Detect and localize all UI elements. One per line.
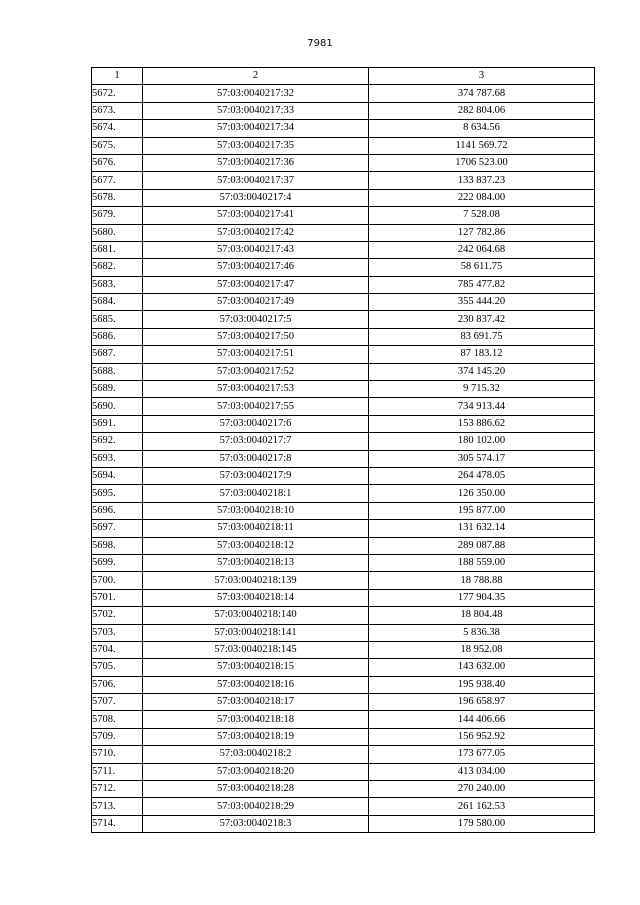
table-row xyxy=(92,502,595,519)
row-number: 5691. xyxy=(92,415,143,432)
cadastral-number: 57:03:0040218:13 xyxy=(143,554,369,571)
cadastral-number: 57:03:0040218:10 xyxy=(143,502,369,519)
row-number: 5704. xyxy=(92,641,143,658)
table-row xyxy=(92,241,595,258)
row-number: 5702. xyxy=(92,607,143,624)
table-row xyxy=(92,641,595,658)
row-number: 5709. xyxy=(92,728,143,745)
cadastral-value: 1706 523.00 xyxy=(369,154,595,171)
table-row xyxy=(92,676,595,693)
table-row xyxy=(92,311,595,328)
cadastral-number: 57:03:0040217:4 xyxy=(143,189,369,206)
cadastral-number: 57:03:0040218:2 xyxy=(143,746,369,763)
cadastral-value: 126 350.00 xyxy=(369,485,595,502)
row-number: 5692. xyxy=(92,433,143,450)
cadastral-value: 133 837.23 xyxy=(369,172,595,189)
cadastral-value: 177 904.35 xyxy=(369,589,595,606)
cadastral-value: 270 240.00 xyxy=(369,781,595,798)
cadastral-number: 57:03:0040217:7 xyxy=(143,433,369,450)
table-row xyxy=(92,798,595,815)
cadastral-number: 57:03:0040217:33 xyxy=(143,102,369,119)
cadastral-number: 57:03:0040217:50 xyxy=(143,328,369,345)
table-row xyxy=(92,415,595,432)
cadastral-number: 57:03:0040217:6 xyxy=(143,415,369,432)
table-row xyxy=(92,607,595,624)
column-header-3: 3 xyxy=(369,68,595,85)
table-row xyxy=(92,485,595,502)
row-number: 5705. xyxy=(92,659,143,676)
cadastral-value: 222 084.00 xyxy=(369,189,595,206)
row-number: 5706. xyxy=(92,676,143,693)
row-number: 5707. xyxy=(92,694,143,711)
table-row xyxy=(92,328,595,345)
cadastral-number: 57:03:0040217:55 xyxy=(143,398,369,415)
row-number: 5714. xyxy=(92,815,143,832)
cadastral-number: 57:03:0040218:1 xyxy=(143,485,369,502)
table-row xyxy=(92,207,595,224)
page-number: 7981 xyxy=(307,38,333,49)
cadastral-value: 355 444.20 xyxy=(369,294,595,311)
cadastral-value: 196 658.97 xyxy=(369,694,595,711)
cadastral-value: 282 804.06 xyxy=(369,102,595,119)
cadastral-value: 195 877.00 xyxy=(369,502,595,519)
row-number: 5699. xyxy=(92,554,143,571)
table-row xyxy=(92,520,595,537)
row-number: 5674. xyxy=(92,120,143,137)
cadastral-number: 57:03:0040217:37 xyxy=(143,172,369,189)
table-row xyxy=(92,276,595,293)
cadastral-value: 188 559.00 xyxy=(369,554,595,571)
cadastral-value: 83 691.75 xyxy=(369,328,595,345)
table-row xyxy=(92,728,595,745)
cadastral-number: 57:03:0040218:140 xyxy=(143,607,369,624)
cadastral-value: 18 788.88 xyxy=(369,572,595,589)
column-header-1: 1 xyxy=(92,68,143,85)
table-row xyxy=(92,381,595,398)
row-number: 5690. xyxy=(92,398,143,415)
table-row xyxy=(92,815,595,832)
table-row xyxy=(92,346,595,363)
row-number: 5685. xyxy=(92,311,143,328)
row-number: 5710. xyxy=(92,746,143,763)
cadastral-number: 57:03:0040218:18 xyxy=(143,711,369,728)
table-row xyxy=(92,746,595,763)
table-row xyxy=(92,659,595,676)
cadastral-value: 143 632.00 xyxy=(369,659,595,676)
cadastral-value: 18 952.08 xyxy=(369,641,595,658)
row-number: 5689. xyxy=(92,381,143,398)
header-row xyxy=(92,68,595,85)
cadastral-value: 180 102.00 xyxy=(369,433,595,450)
cadastral-value: 413 034.00 xyxy=(369,763,595,780)
cadastral-value: 374 145.20 xyxy=(369,363,595,380)
column-header-2: 2 xyxy=(143,68,369,85)
cadastral-number: 57:03:0040217:52 xyxy=(143,363,369,380)
cadastral-number: 57:03:0040218:19 xyxy=(143,728,369,745)
cadastral-number: 57:03:0040217:32 xyxy=(143,85,369,102)
cadastral-number: 57:03:0040217:34 xyxy=(143,120,369,137)
row-number: 5698. xyxy=(92,537,143,554)
table-row xyxy=(92,363,595,380)
cadastral-number: 57:03:0040218:17 xyxy=(143,694,369,711)
table-row xyxy=(92,137,595,154)
cadastral-number: 57:03:0040217:46 xyxy=(143,259,369,276)
table-body xyxy=(92,85,595,833)
cadastral-value: 156 952.92 xyxy=(369,728,595,745)
row-number: 5711. xyxy=(92,763,143,780)
cadastral-number: 57:03:0040218:139 xyxy=(143,572,369,589)
cadastral-value: 261 162.53 xyxy=(369,798,595,815)
table-row xyxy=(92,294,595,311)
table-row xyxy=(92,589,595,606)
cadastral-value: 374 787.68 xyxy=(369,85,595,102)
data-table xyxy=(91,67,595,833)
cadastral-number: 57:03:0040217:5 xyxy=(143,311,369,328)
cadastral-number: 57:03:0040218:145 xyxy=(143,641,369,658)
cadastral-value: 7 528.08 xyxy=(369,207,595,224)
row-number: 5672. xyxy=(92,85,143,102)
table-row xyxy=(92,624,595,641)
table-row xyxy=(92,120,595,137)
row-number: 5680. xyxy=(92,224,143,241)
cadastral-value: 734 913.44 xyxy=(369,398,595,415)
cadastral-number: 57:03:0040217:41 xyxy=(143,207,369,224)
cadastral-value: 9 715.32 xyxy=(369,381,595,398)
row-number: 5694. xyxy=(92,467,143,484)
row-number: 5683. xyxy=(92,276,143,293)
cadastral-number: 57:03:0040217:49 xyxy=(143,294,369,311)
row-number: 5684. xyxy=(92,294,143,311)
cadastral-value: 305 574.17 xyxy=(369,450,595,467)
cadastral-number: 57:03:0040217:8 xyxy=(143,450,369,467)
row-number: 5679. xyxy=(92,207,143,224)
cadastral-value: 153 886.62 xyxy=(369,415,595,432)
cadastral-value: 785 477.82 xyxy=(369,276,595,293)
row-number: 5703. xyxy=(92,624,143,641)
table-row xyxy=(92,398,595,415)
table-row xyxy=(92,172,595,189)
table-row xyxy=(92,102,595,119)
cadastral-value: 5 836.38 xyxy=(369,624,595,641)
cadastral-number: 57:03:0040217:53 xyxy=(143,381,369,398)
cadastral-value: 1141 569.72 xyxy=(369,137,595,154)
row-number: 5678. xyxy=(92,189,143,206)
cadastral-value: 144 406.66 xyxy=(369,711,595,728)
cadastral-value: 87 183.12 xyxy=(369,346,595,363)
cadastral-number: 57:03:0040217:42 xyxy=(143,224,369,241)
cadastral-number: 57:03:0040217:9 xyxy=(143,467,369,484)
cadastral-value: 230 837.42 xyxy=(369,311,595,328)
row-number: 5708. xyxy=(92,711,143,728)
row-number: 5682. xyxy=(92,259,143,276)
cadastral-number: 57:03:0040218:14 xyxy=(143,589,369,606)
row-number: 5686. xyxy=(92,328,143,345)
cadastral-value: 264 478.05 xyxy=(369,467,595,484)
row-number: 5712. xyxy=(92,781,143,798)
row-number: 5696. xyxy=(92,502,143,519)
cadastral-number: 57:03:0040218:15 xyxy=(143,659,369,676)
cadastral-number: 57:03:0040218:29 xyxy=(143,798,369,815)
cadastral-value: 58 611.75 xyxy=(369,259,595,276)
table-row xyxy=(92,85,595,102)
table-row xyxy=(92,572,595,589)
cadastral-value: 131 632.14 xyxy=(369,520,595,537)
table-row xyxy=(92,763,595,780)
table-row xyxy=(92,554,595,571)
row-number: 5676. xyxy=(92,154,143,171)
row-number: 5687. xyxy=(92,346,143,363)
table-row xyxy=(92,433,595,450)
cadastral-value: 242 064.68 xyxy=(369,241,595,258)
cadastral-number: 57:03:0040218:3 xyxy=(143,815,369,832)
cadastral-value: 195 938.40 xyxy=(369,676,595,693)
cadastral-value: 173 677.05 xyxy=(369,746,595,763)
row-number: 5675. xyxy=(92,137,143,154)
row-number: 5673. xyxy=(92,102,143,119)
cadastral-number: 57:03:0040218:141 xyxy=(143,624,369,641)
cadastral-number: 57:03:0040217:43 xyxy=(143,241,369,258)
cadastral-number: 57:03:0040218:11 xyxy=(143,520,369,537)
row-number: 5697. xyxy=(92,520,143,537)
cadastral-number: 57:03:0040218:12 xyxy=(143,537,369,554)
row-number: 5695. xyxy=(92,485,143,502)
row-number: 5677. xyxy=(92,172,143,189)
table-row xyxy=(92,781,595,798)
table-row xyxy=(92,537,595,554)
row-number: 5688. xyxy=(92,363,143,380)
cadastral-value: 289 087.88 xyxy=(369,537,595,554)
row-number: 5701. xyxy=(92,589,143,606)
cadastral-number: 57:03:0040217:36 xyxy=(143,154,369,171)
cadastral-number: 57:03:0040218:20 xyxy=(143,763,369,780)
table-row xyxy=(92,711,595,728)
cadastral-number: 57:03:0040217:35 xyxy=(143,137,369,154)
cadastral-value: 18 804.48 xyxy=(369,607,595,624)
cadastral-number: 57:03:0040217:47 xyxy=(143,276,369,293)
table-row xyxy=(92,467,595,484)
cadastral-value: 179 580.00 xyxy=(369,815,595,832)
row-number: 5713. xyxy=(92,798,143,815)
table-row xyxy=(92,154,595,171)
row-number: 5693. xyxy=(92,450,143,467)
cadastral-value: 127 782.86 xyxy=(369,224,595,241)
table-row xyxy=(92,259,595,276)
table-row xyxy=(92,224,595,241)
row-number: 5700. xyxy=(92,572,143,589)
cadastral-number: 57:03:0040218:28 xyxy=(143,781,369,798)
cadastral-number: 57:03:0040217:51 xyxy=(143,346,369,363)
table-row xyxy=(92,450,595,467)
cadastral-number: 57:03:0040218:16 xyxy=(143,676,369,693)
row-number: 5681. xyxy=(92,241,143,258)
table-row xyxy=(92,694,595,711)
cadastral-value: 8 634.56 xyxy=(369,120,595,137)
table-row xyxy=(92,189,595,206)
